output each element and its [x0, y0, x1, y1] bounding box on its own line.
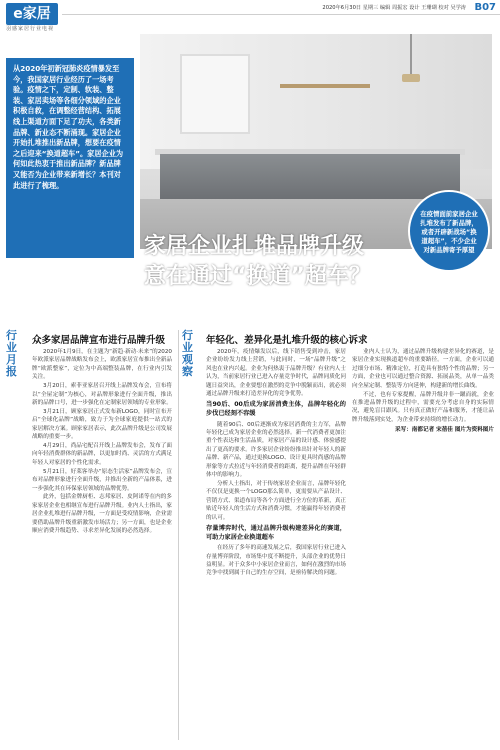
- paragraph: 随着90后、00后逐渐成为家居消费的主力军，品牌年轻化已成为家居企业的必然选择。新一代消费者更加注重个性表达和生活品质，对家居产品的设计感、体验感提出了更高的要求。许多家居企业纷纷推出针对年轻人的新品牌、新产品，通过更换LOGO、设计更具时尚感的品牌形象等方式拉近与年轻消费者的距离，提升品牌在年轻群体中的影响力。: [206, 421, 346, 479]
- paragraph: 分析人士指出，对于传统家居企业而言，品牌年轻化不仅仅是更换一个LOGO那么简单，更需要从产品设计、营销方式、渠道布局等各个方面进行全方位的革新，真正贴近年轻人的生活方式和消费习惯，才能赢得年轻消费者的认可。: [206, 480, 346, 521]
- section-2-col-a: [206, 348, 346, 738]
- headline-line-2: 意在通过“换道”超车？: [144, 264, 371, 289]
- intro-block: 从2020年初新冠肺炎疫情暴发至今，我国家居行业经历了一场考验。疫情之下，定制、软装、整装、家居卖场等各细分领域的企业积极自救，在调整经营结构、拓展线上渠道方面下足了功夫，各类新品牌、新业态不断涌现。家居企业开始扎堆推出新品牌，想要在疫情之后迎来“换道超车”。家居企业为何如此热衷于推出新品牌？新品牌又能否为企业带来新增长？本刊对此进行了梳理。: [6, 58, 134, 258]
- page-header: [0, 0, 500, 30]
- section-1-body: [32, 348, 172, 728]
- issue-info: 2020年6月30日 星期三 编辑 周振宏 设计 王珊瑚 校对 吴学涛: [322, 5, 466, 11]
- paragraph: 5月21日，好莱客举办“原态生活家”品牌发布会，宣布对品牌形象进行全面升级，并推出全新的产品体系，进一步强化其在环保家居领域的品牌优势。: [32, 468, 172, 492]
- section-tag-2: 行业观察: [182, 329, 193, 378]
- page-number: B07: [474, 2, 496, 13]
- headline: [144, 232, 371, 292]
- byline: 采写：南都记者 宋蓓佳 图片为资料图片: [395, 427, 494, 434]
- masthead-subtitle: 羽感家居行业电视: [6, 26, 55, 32]
- headline-line-1: 家居企业扎堆品牌升级: [144, 234, 365, 259]
- section-tag-1: 行业月报: [6, 329, 17, 378]
- header-divider: [62, 14, 500, 15]
- section-2-col-b: [352, 348, 494, 738]
- paragraph: 不过，也有专家提醒，品牌升级并非一蹴而就，企业在推进品牌升级的过程中，需要充分考虑自身的实际情况，避免盲目跟风。只有真正做好产品和服务，才能让品牌升级落到实处，为企业带来持续的增长动力。: [352, 391, 494, 423]
- paragraph: 3月21日，顾家家居正式发布新LOGO，同时宣布开启“全球化品牌”战略，致力于为全球家庭提供一站式的家居解决方案。顾家家居表示，此次品牌升级是公司发展战略的重要一步。: [32, 408, 172, 441]
- paragraph: 在经历了多年的高速发展之后，我国家居行业已进入存量博弈阶段，市场集中度不断提升，头部企业的优势日益明显。对于众多中小家居企业而言，如何在激烈的市场竞争中找到属于自己的生存空间，是亟待解决的问题。: [206, 545, 346, 577]
- paragraph: 业内人士认为，通过品牌升级构建差异化的赛道，是家居企业实现换道超车的重要路径。一方面，企业可以通过细分市场、精准定位，打造具有独特个性的品牌；另一方面，企业也可以通过整合资源、拓展品类，从单一品类向全屋定制、整装等方向延伸，构建新的增长曲线。: [352, 349, 494, 389]
- section-2-title: 年轻化、差异化是扎堆升级的核心诉求: [206, 335, 368, 346]
- pull-quote-badge: 在疫情面前家居企业扎堆发布了新品牌，或者开辟新战场“换道超车”，不少企业对新品牌寄予厚望: [408, 190, 490, 272]
- paragraph: 4月29日，尚品宅配召开线上品牌发布会，发布了面向年轻消费群体的新品牌，以更加时尚、灵活的方式满足年轻人对家居的个性化需求。: [32, 442, 172, 466]
- column-divider: [178, 330, 179, 740]
- masthead-logo: e家居: [6, 3, 58, 25]
- paragraph: 2020年，疫情爆发以后，线下销售受到冲击，家居企业纷纷发力线上营销，与此同时，一场“品牌升级”之风也在业内兴起。企业为何热衷于品牌升级？有业内人士认为，当前家居行业已进入存量竞争时代，品牌同质化问题日益突出，企业要想在激烈的竞争中脱颖而出，就必须通过品牌升级来打造差异化的竞争优势。: [206, 349, 346, 398]
- paragraph: 3月20日，索菲亚家居召开线上品牌发布会，宣布将以“全屋定制”为核心，对品牌形象进行全面升级，推出新的品牌口号，进一步强化在定制家居领域的专业形象。: [32, 383, 172, 406]
- section-1-title: 众多家居品牌宣布进行品牌升级: [32, 335, 166, 346]
- paragraph: 此外，包括金牌厨柜、志邦家居、皮阿诺等在内的多家家居企业也相继宣布进行品牌升级。业内人士指出，家居企业扎堆进行品牌升级，一方面是受疫情影响，企业需要借助品牌升级重新激发市场活力；另一方面，也是企业顺应消费升级趋势、寻求差异化发展的必然选择。: [32, 494, 172, 535]
- subheading: 存量博弈时代，通过品牌升级构建差异化的赛道，可助力家居企业换道超车: [206, 525, 346, 541]
- subheading: 当90后、00后成为家居消费主体，品牌年轻化的步伐已经刻不容缓: [206, 401, 346, 418]
- paragraph: 2020年1月9日，在主题为“新趋·新动·未来”的2020年欧派家居品牌战略发布会上，欧派家居宣布推出全新品牌“欧派整家”，定位为中高端整装品牌，在行业内引发关注。: [32, 349, 172, 381]
